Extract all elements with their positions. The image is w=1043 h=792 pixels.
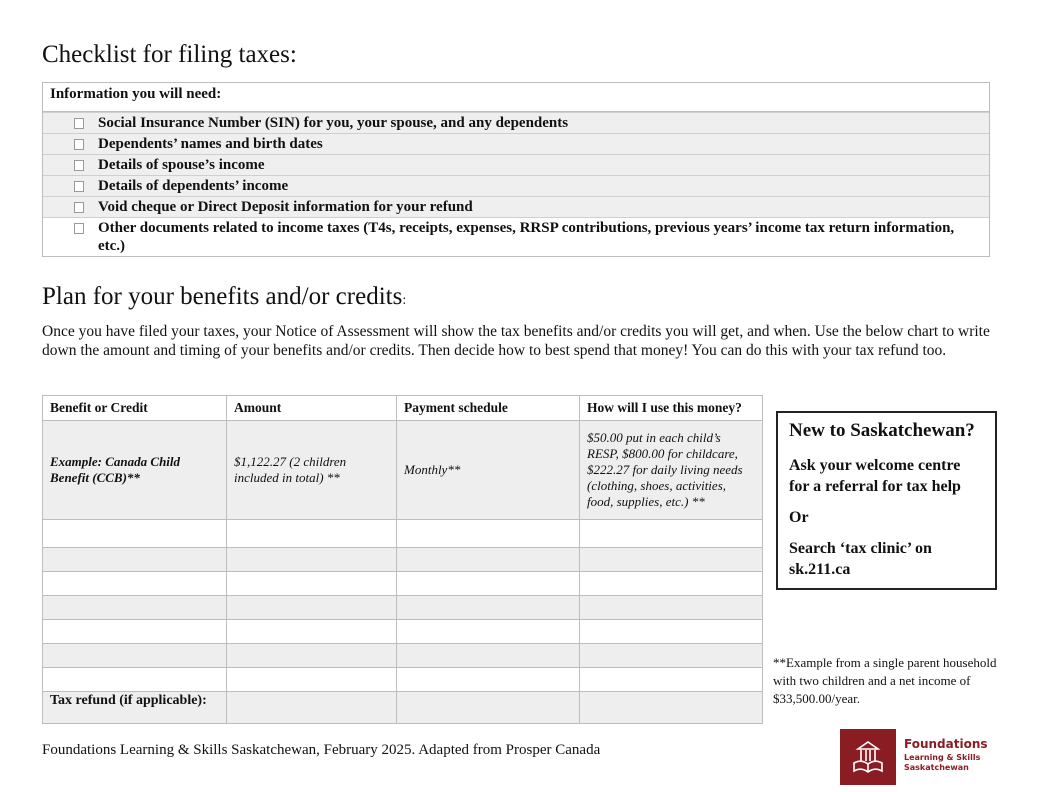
checklist-header: Information you will need: <box>43 83 989 112</box>
foundations-logo <box>840 729 988 785</box>
table-row <box>43 620 763 644</box>
blank-cell[interactable] <box>397 520 580 548</box>
blank-cell[interactable] <box>580 572 763 596</box>
checklist-item-label: Dependents’ names and birth dates <box>98 136 323 152</box>
checkbox[interactable] <box>74 202 84 213</box>
checklist-item-label: Other documents related to income taxes (T4s, receipts, expenses, RRSP contributions, previous years’ income tax return information, etc.) <box>98 220 955 254</box>
column-header: Payment schedule <box>397 396 580 421</box>
blank-cell[interactable] <box>397 668 580 692</box>
checklist-item <box>43 112 989 133</box>
blank-cell[interactable] <box>227 572 397 596</box>
checklist-table <box>42 82 990 257</box>
footer-credit: Foundations Learning & Skills Saskatchewan, February 2025. Adapted from Prosper Canada <box>42 742 601 758</box>
blank-cell[interactable] <box>43 596 227 620</box>
table-header-row <box>43 396 763 421</box>
checklist-title: Checklist for filing taxes: <box>42 41 297 68</box>
blank-cell[interactable] <box>227 548 397 572</box>
logo-wordmark <box>904 737 988 773</box>
logo-name: Foundations <box>904 737 988 751</box>
logo-line2: Learning & Skills <box>904 753 981 762</box>
blank-cell[interactable] <box>43 620 227 644</box>
blank-cell[interactable] <box>580 692 763 724</box>
plan-title <box>42 284 406 309</box>
checklist-item-label: Social Insurance Number (SIN) for you, your spouse, and any dependents <box>98 115 569 131</box>
blank-cell[interactable] <box>580 620 763 644</box>
checkbox[interactable] <box>74 223 84 234</box>
checklist-item <box>43 175 989 196</box>
checklist-item-label: Details of spouse’s income <box>98 157 265 173</box>
example-amount: $1,122.27 (2 children included in total) ** <box>227 421 397 520</box>
table-row <box>43 548 763 572</box>
blank-cell[interactable] <box>580 668 763 692</box>
checkbox[interactable] <box>74 181 84 192</box>
table-row <box>43 596 763 620</box>
footnote: **Example from a single parent household with two children and a net income of $33,500.00/year. <box>773 655 997 706</box>
column-header: Amount <box>227 396 397 421</box>
table-row <box>43 572 763 596</box>
table-row <box>43 520 763 548</box>
column-header: Benefit or Credit <box>43 396 227 421</box>
checkbox[interactable] <box>74 118 84 129</box>
blank-cell[interactable] <box>227 520 397 548</box>
blank-cell[interactable] <box>43 548 227 572</box>
blank-cell[interactable] <box>43 520 227 548</box>
tax-refund-label: Tax refund (if applicable): <box>43 692 227 724</box>
checklist-item <box>43 154 989 175</box>
blank-cell[interactable] <box>227 668 397 692</box>
checklist-item-label: Details of dependents’ income <box>98 178 289 194</box>
blank-cell[interactable] <box>43 668 227 692</box>
checkbox[interactable] <box>74 139 84 150</box>
benefits-table <box>42 395 763 724</box>
logo-line3: Saskatchewan <box>904 763 969 772</box>
blank-cell[interactable] <box>397 572 580 596</box>
sidebar-search-text: Search ‘tax clinic’ on sk.211.ca <box>789 540 932 578</box>
checklist-item-label: Void cheque or Direct Deposit information for your refund <box>98 199 473 215</box>
plan-title-text: Plan for your benefits and/or credits <box>42 283 403 310</box>
blank-cell[interactable] <box>397 596 580 620</box>
checkbox[interactable] <box>74 160 84 171</box>
sidebar-or: Or <box>789 509 809 526</box>
tax-refund-row <box>43 692 763 724</box>
blank-cell[interactable] <box>43 572 227 596</box>
blank-cell[interactable] <box>397 644 580 668</box>
blank-cell[interactable] <box>580 644 763 668</box>
blank-cell[interactable] <box>580 548 763 572</box>
sidebar-title: New to Saskatchewan? <box>789 420 975 441</box>
blank-cell[interactable] <box>397 620 580 644</box>
table-row <box>43 644 763 668</box>
blank-cell[interactable] <box>227 596 397 620</box>
example-benefit: Example: Canada Child Benefit (CCB)** <box>43 421 227 520</box>
blank-cell[interactable] <box>397 548 580 572</box>
new-to-saskatchewan-box <box>776 411 997 590</box>
blank-cell[interactable] <box>580 596 763 620</box>
intro-paragraph: Once you have filed your taxes, your Notice of Assessment will show the tax benefits and/or credits you will get, and when. Use the below chart to write down the amount and timing of your benefits and/or credits. Then decide how to best spend that money! You can do this with your tax refund too. <box>42 323 990 359</box>
example-schedule: Monthly** <box>397 421 580 520</box>
blank-cell[interactable] <box>580 520 763 548</box>
plan-title-colon: : <box>402 293 407 308</box>
checklist-item <box>43 217 989 256</box>
column-header: How will I use this money? <box>580 396 763 421</box>
checklist-item <box>43 133 989 154</box>
blank-cell[interactable] <box>227 620 397 644</box>
checklist-item <box>43 196 989 217</box>
blank-cell[interactable] <box>227 644 397 668</box>
blank-cell[interactable] <box>43 644 227 668</box>
open-book-building-icon <box>840 729 896 785</box>
example-use: $50.00 put in each child’s RESP, $800.00 for childcare, $222.27 for daily living needs (clothing, shoes, activities, food, supplies, etc.) ** <box>580 421 763 520</box>
example-row <box>43 421 763 520</box>
table-row <box>43 668 763 692</box>
blank-cell[interactable] <box>227 692 397 724</box>
blank-cell[interactable] <box>397 692 580 724</box>
sidebar-referral-text: Ask your welcome centre for a referral for tax help <box>789 457 961 495</box>
